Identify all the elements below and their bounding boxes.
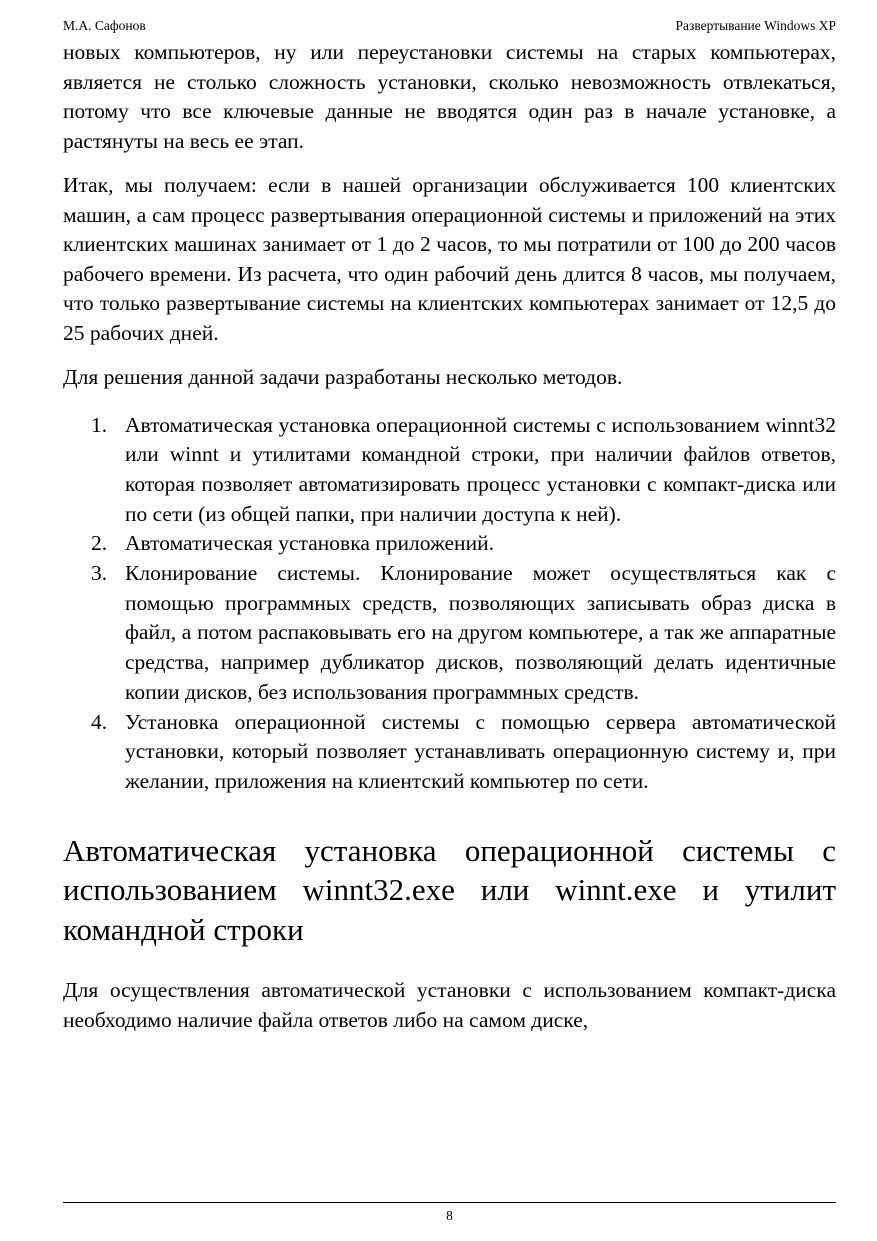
- footer-divider: [63, 1202, 836, 1203]
- list-item-text: Автоматическая установка приложений.: [125, 531, 494, 556]
- list-item-text: Установка операционной системы с помощью сервера автоматической установки, который позволяет устанавливать операционную систему и, при желании, приложения на клиентский компьютер по сети.: [125, 709, 836, 793]
- paragraph-methods-intro: Для решения данной задачи разработаны несколько методов.: [63, 365, 623, 389]
- page-number: 8: [446, 1208, 453, 1223]
- list-item-number: 3.: [91, 561, 108, 586]
- header-title: Развертывание Windows XP: [675, 18, 836, 33]
- paragraph-calculation: Итак, мы получаем: если в нашей организации обслуживается 100 клиентских машин, а сам процесс развертывания операционной системы и приложений на этих клиентских машинах занимает от 1 до 2 часов, то мы потратили от 100 до 200 часов рабочего времени. Из расчета, что один рабочий день длится 8 часов, мы получаем, что только развертывание системы на клиентских компьютерах занимает от 12,5 до 25 рабочих дней.: [63, 173, 836, 345]
- list-item-number: 4.: [91, 709, 108, 734]
- page-header: [63, 17, 836, 35]
- list-item-text: Автоматическая установка операционной системы с использованием winnt32 или winnt и утилитами командной строки, при наличии файлов ответов, которая позволяет автоматизировать процесс установки с компакт-диска или по сети (из общей папки, при наличии доступа к ней).: [125, 412, 836, 526]
- page-content: [63, 38, 836, 1035]
- list-item-text: Клонирование системы. Клонирование может осуществляться как с помощью программных средств, позволяющих записывать образ диска в файл, а потом распаковывать его на другом компьютере, а так же аппаратные средства, например дубликатор дисков, позволяющий делать идентичные копии дисков, без использования программных средств.: [125, 561, 836, 704]
- list-item: [91, 529, 836, 559]
- list-item: [91, 411, 836, 530]
- list-item-number: 1.: [91, 412, 108, 437]
- list-item-number: 2.: [91, 531, 108, 556]
- methods-list: [63, 411, 836, 797]
- paragraph-continuation: новых компьютеров, ну или переустановки системы на старых компьютерах, является не столько сложность установки, сколько невозможность отвлекаться, потому что все ключевые данные не вводятся один раз в начале установке, а растянуты на весь ее этап.: [63, 40, 836, 153]
- section-heading: Автоматическая установка операционной системы с использованием winnt32.exe или winnt.exe и утилит командной строки: [63, 832, 836, 947]
- paragraph-section-intro: Для осуществления автоматической установки с использованием компакт-диска необходимо наличие файла ответов либо на самом диске,: [63, 978, 836, 1032]
- list-item: [91, 708, 836, 797]
- list-item: [91, 559, 836, 708]
- header-author: М.А. Сафонов: [63, 18, 146, 33]
